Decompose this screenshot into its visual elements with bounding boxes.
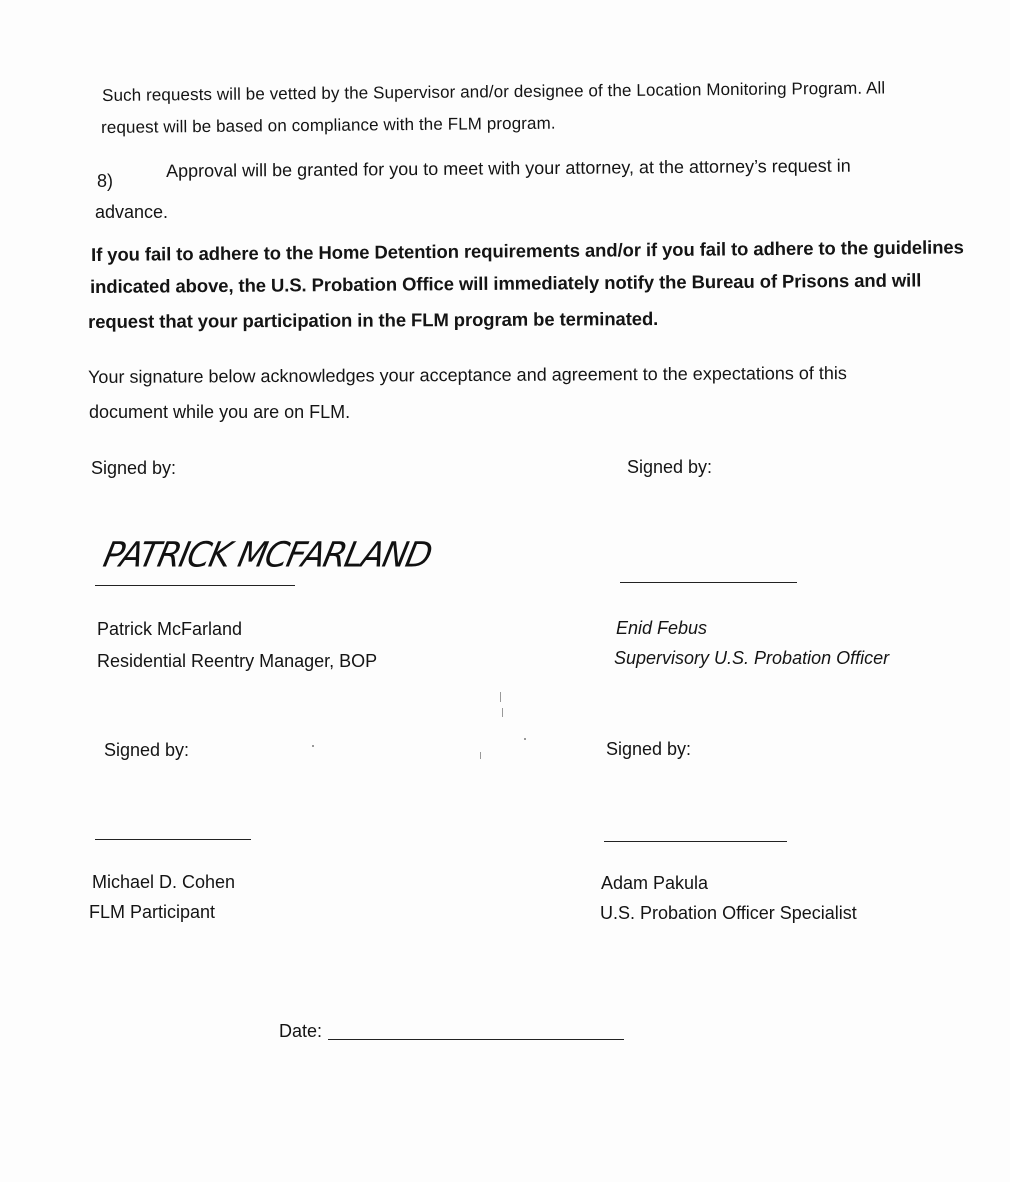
signer-title-top-right: Supervisory U.S. Probation Officer	[614, 648, 890, 668]
item-8-line-1: Approval will be granted for you to meet with your attorney, at the attorney’s request in	[166, 155, 851, 181]
scan-speck	[312, 745, 314, 747]
signed-by-label-top-left: Signed by:	[91, 458, 177, 478]
scan-speck	[480, 752, 481, 759]
signature-line-bottom-right	[604, 841, 787, 842]
warning-line-2: indicated above, the U.S. Probation Office will immediately notify the Bureau of Prisons and will	[90, 269, 922, 297]
warning-line-1: If you fail to adhere to the Home Detention requirements and/or if you fail to adhere to the guidelines	[91, 236, 964, 265]
date-label: Date:	[279, 1021, 323, 1041]
paragraph-continuation-line-1: Such requests will be vetted by the Supervisor and/or designee of the Location Monitoring Program. All	[102, 78, 886, 105]
signer-name-bottom-left: Michael D. Cohen	[92, 872, 236, 892]
signer-name-top-left: Patrick McFarland	[97, 619, 243, 639]
acknowledgement-line-2: document while you are on FLM.	[89, 402, 351, 422]
signer-name-bottom-right: Adam Pakula	[601, 873, 709, 893]
signer-title-bottom-left: FLM Participant	[89, 902, 216, 922]
item-8-number: 8)	[97, 171, 114, 191]
signer-title-bottom-right: U.S. Probation Officer Specialist	[600, 903, 857, 923]
handwritten-signature: PATRICK MCFARLAND	[100, 534, 435, 575]
signed-by-label-bottom-left: Signed by:	[104, 740, 190, 760]
signer-title-top-left: Residential Reentry Manager, BOP	[97, 651, 378, 671]
date-line	[328, 1039, 624, 1040]
item-8-line-2: advance.	[95, 202, 169, 222]
scan-speck	[524, 738, 526, 740]
paragraph-continuation-line-2: request will be based on compliance with the FLM program.	[101, 113, 556, 137]
signed-by-label-top-right: Signed by:	[627, 457, 713, 477]
signature-line-top-left	[95, 585, 295, 586]
signature-line-bottom-left	[95, 839, 251, 840]
acknowledgement-line-1: Your signature below acknowledges your acceptance and agreement to the expectations of this	[88, 363, 847, 387]
signer-name-top-right: Enid Febus	[616, 618, 708, 638]
scan-speck	[500, 692, 501, 702]
warning-line-3: request that your participation in the FLM program be terminated.	[88, 308, 659, 332]
signed-by-label-bottom-right: Signed by:	[606, 739, 692, 759]
signature-line-top-right	[620, 582, 797, 583]
scan-speck	[502, 708, 503, 717]
